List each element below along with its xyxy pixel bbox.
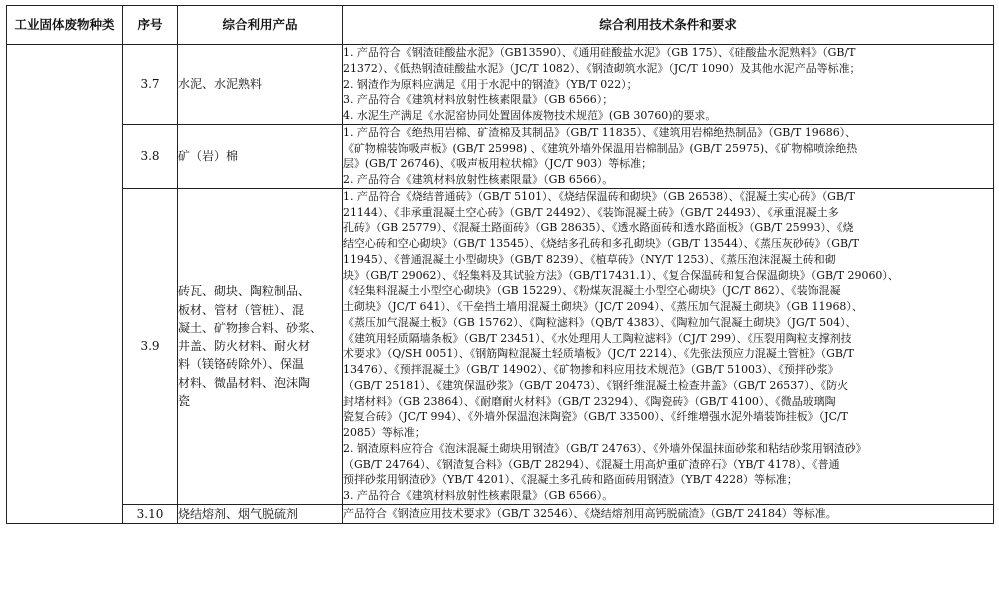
condition-line: 术要求》（Q/SH 0051）、《钢筋陶粒混凝土轻质墙板》（JC/T 2214）、《先张法预应力混凝土管桩》（GB/T: [343, 347, 854, 361]
condition-line: 1. 产品符合《钢渣硅酸盐水泥》（GB13590）、《通用硅酸盐水泥》（GB 175）、《硅酸盐水泥熟料》（GB/T: [343, 46, 856, 59]
product-line: 材料、微晶材料、泡沫陶: [178, 375, 311, 390]
product-line: 板材、管材（管桩）、混: [178, 302, 305, 317]
condition-line: 13476）、《预拌混凝土》（GB/T 14902）、《矿物掺和料应用技术规范》（GB/T 51003）、《预拌砂浆》: [343, 363, 839, 376]
condition-line: 预拌砂浆用钢渣砂》（YB/T 4201）、《混凝土多孔砖和路面砖用钢渣》（YB/T 4228）等标准；: [343, 473, 798, 487]
table-row: [7, 124, 994, 188]
conditions-cell: [343, 45, 994, 125]
conditions-cell: [343, 504, 994, 523]
condition-line: 3. 产品符合《建筑材料放射性核素限量》（GB 6566）。: [343, 489, 614, 502]
condition-line: 2. 钢渣作为原料应满足《用于水泥中的钢渣》（YB/T 022）；: [343, 77, 638, 91]
seq-cell: 3.10: [123, 504, 178, 523]
condition-line: 结空心砖和空心砌块》（GB/T 13545）、《烧结多孔砖和多孔砌块》（GB/T 13544）、《蒸压灰砂砖》（GB/T: [343, 237, 859, 250]
condition-line: 块》（GB/T 29062）、《轻集料及其试验方法》（GB/T17431.1）、《复合保温砖和复合保温砌块》（GB/T 29060）、: [343, 268, 899, 282]
seq-cell: 3.7: [123, 45, 178, 125]
condition-line: 《轻集料混凝土小型空心砌块》（GB 15229）、《粉煤灰混凝土小型空心砌块》（JC/T 862）、《装饰混凝: [343, 284, 841, 298]
condition-line: 1. 产品符合《绝热用岩棉、矿渣棉及其制品》（GB/T 11835）、《建筑用岩棉绝热制品》（GB/T 19686）、: [343, 125, 857, 139]
product-line: 水泥、水泥熟料: [178, 77, 263, 92]
condition-line: 土砌块》（JC/T 641）、《干垒挡土墙用混凝土砌块》（JC/T 2094）、《蒸压加气混凝土砌块》（GB 11968）、: [343, 300, 863, 313]
product-cell: [178, 124, 343, 188]
condition-line: 2. 产品符合《建筑材料放射性核素限量》（GB 6566）。: [343, 173, 614, 186]
standards-table: [6, 5, 994, 524]
table-row: [7, 45, 994, 125]
product-line: 井盖、防火材料、耐火材: [178, 339, 311, 354]
condition-line: 1. 产品符合《烧结普通砖》（GB/T 5101）、《烧结保温砖和砌块》（GB 26538）、《混凝土实心砖》（GB/T: [343, 189, 855, 203]
product-cell: [178, 504, 343, 523]
condition-line: 《矿物棉装饰吸声板》(GB/T 25998) 、《建筑外墙外保温用岩棉制品》(GB/T 25975)、《矿物棉喷涂绝热: [343, 141, 858, 155]
seq-cell: 3.8: [123, 124, 178, 188]
condition-line: 产品符合《钢渣应用技术要求》（GB/T 32546）、《烧结熔剂用高钙脱硫渣》（GB/T 24184）等标准。: [343, 507, 837, 521]
condition-line: 层》(GB/T 26746)、《吸声板用粒状棉》（JC/T 903）等标准；: [343, 157, 653, 171]
product-line: 瓷: [178, 393, 191, 408]
header-category: 工业固体废物种类: [7, 6, 123, 45]
table-row: [7, 504, 994, 523]
conditions-cell: [343, 124, 994, 188]
condition-line: （GB/T 25181）、《建筑保温砂浆》（GB/T 20473）、《钢纤维混凝土检查井盖》（GB/T 26537）、《防火: [343, 378, 849, 392]
condition-line: 《建筑用轻质隔墙条板》（GB/T 23451）、《水处理用人工陶粒滤料》（CJ/T 299）、《压裂用陶粒支撑剂技: [343, 331, 852, 345]
condition-line: 21372）、《低热钢渣硅酸盐水泥》（JC/T 1082）、《钢渣砌筑水泥》（JC/T 1090）及其他水泥产品等标准；: [343, 61, 861, 75]
product-line: 砖瓦、砌块、陶粒制品、: [178, 284, 311, 299]
condition-line: 3. 产品符合《建筑材料放射性核素限量》（GB 6566）；: [343, 93, 614, 107]
product-cell: [178, 188, 343, 504]
table-row: [7, 188, 994, 504]
condition-line: （GB/T 24764）、《钢渣复合料》（GB/T 28294）、《混凝土用高炉重矿渣碎石》（YB/T 4178）、《普通: [343, 457, 840, 471]
header-row: [7, 6, 994, 45]
header-seq: 序号: [123, 6, 178, 45]
condition-line: 11945）、《普通混凝土小型砌块》（GB/T 8239）、《植草砖》（NY/T 1253）、《蒸压泡沫混凝土砖和砌: [343, 252, 836, 266]
condition-line: 2. 钢渣原料应符合《泡沫混凝土砌块用钢渣》（GB/T 24763）、《外墙外保温抹面砂浆和粘结砂浆用钢渣砂》: [343, 441, 867, 455]
header-conditions: 综合利用技术条件和要求: [343, 6, 994, 45]
header-product: 综合利用产品: [178, 6, 343, 45]
condition-line: 孔砖》（GB 25779）、《混凝土路面砖》（GB 28635）、《透水路面砖和透水路面板》（GB/T 25993）、《烧: [343, 221, 854, 235]
seq-cell: 3.9: [123, 188, 178, 504]
condition-line: 4. 水泥生产满足《水泥窑协同处置固体废物技术规范》(GB 30760)的要求。: [343, 109, 717, 122]
category-cell: [7, 45, 123, 524]
product-cell: [178, 45, 343, 125]
condition-line: 瓷复合砖》（JC/T 994）、《外墙外保温泡沫陶瓷》（GB/T 33500）、《纤维增强水泥外墙装饰挂板》（JC/T: [343, 410, 848, 424]
condition-line: 21144）、《非承重混凝土空心砖》（GB/T 24492）、《装饰混凝土砖》（GB/T 24493）、《承重混凝土多: [343, 205, 839, 219]
condition-line: 《蒸压加气混凝土板》（GB 15762）、《陶粒滤料》（QB/T 4383）、《陶粒加气混凝土砌块》（JG/T 504）、: [343, 315, 857, 329]
condition-line: 2085）等标准；: [343, 426, 426, 439]
product-line: 矿（岩）棉: [178, 149, 239, 164]
product-line: 料（镁铬砖除外）、保温: [178, 357, 305, 372]
product-line: 凝土、矿物掺合料、砂浆、: [178, 320, 323, 335]
condition-line: 封堵材料》（GB 23864）、《耐磨耐火材料》（GB/T 23294）、《陶瓷砖》（GB/T 4100）、《微晶玻璃陶: [343, 394, 836, 408]
product-line: 烧结熔剂、烟气脱硫剂: [178, 506, 299, 521]
conditions-cell: [343, 188, 994, 504]
